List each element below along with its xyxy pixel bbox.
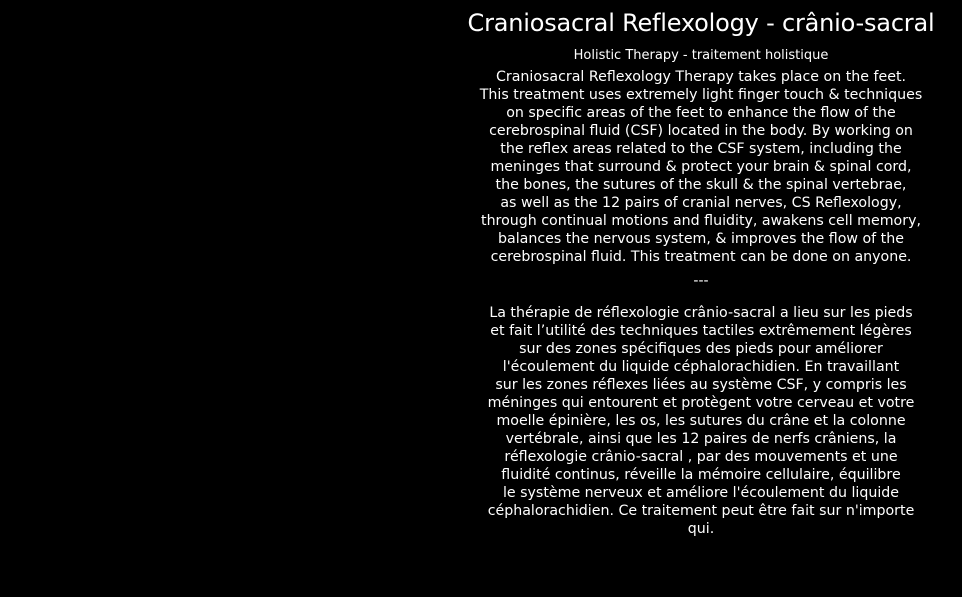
english-line: through continual motions and fluidity, awakens cell memory, xyxy=(481,213,921,229)
english-line: cerebrospinal fluid. This treatment can be done on anyone. xyxy=(490,249,912,265)
french-line: méninges qui entourent et protègent votre cerveau et votre xyxy=(487,395,915,411)
english-line: the bones, the sutures of the skull & the spinal vertebrae, xyxy=(495,177,907,193)
french-line: le système nerveux et améliore l'écoulement du liquide xyxy=(502,485,900,501)
french-description xyxy=(440,304,962,538)
french-line: moelle épinière, les os, les sutures du crâne et la colonne xyxy=(496,413,906,429)
english-line: meninges that surround & protect your brain & spinal cord, xyxy=(490,159,912,175)
section-separator: --- xyxy=(693,273,709,289)
english-line: on specific areas of the feet to enhance the flow of the xyxy=(506,105,896,121)
english-line: as well as the 12 pairs of cranial nerves, CS Reflexology, xyxy=(500,195,902,211)
english-line: cerebrospinal fluid (CSF) located in the body. By working on xyxy=(489,123,913,139)
english-description xyxy=(440,68,962,266)
english-line: the reflex areas related to the CSF system, including the xyxy=(500,141,902,157)
page-title: Craniosacral Reflexology - crânio-sacral xyxy=(467,9,935,37)
content-column xyxy=(440,6,962,538)
page-subtitle: Holistic Therapy - traitement holistique xyxy=(573,48,829,63)
french-line: sur des zones spécifiques des pieds pour améliorer xyxy=(519,341,883,357)
english-line: This treatment uses extremely light finger touch & techniques xyxy=(479,87,923,103)
french-line: sur les zones réflexes liées au système CSF, y compris les xyxy=(495,377,907,393)
french-line: fluidité continus, réveille la mémoire cellulaire, équilibre xyxy=(501,467,901,483)
french-line: La thérapie de réflexologie crânio-sacral a lieu sur les pieds xyxy=(489,305,913,321)
english-line: Craniosacral Reflexology Therapy takes place on the feet. xyxy=(495,69,907,85)
french-line: céphalorachidien. Ce traitement peut être fait sur n'importe xyxy=(487,503,915,519)
french-line: qui. xyxy=(687,521,715,537)
french-line: l'écoulement du liquide céphalorachidien. En travaillant xyxy=(502,359,900,375)
french-line: réflexologie crânio-sacral , par des mouvements et une xyxy=(504,449,898,465)
english-line: balances the nervous system, & improves the flow of the xyxy=(498,231,904,247)
french-line: vertébrale, ainsi que les 12 paires de nerfs crâniens, la xyxy=(505,431,897,447)
french-line: et fait l’utilité des techniques tactiles extrêmement légères xyxy=(490,323,912,339)
